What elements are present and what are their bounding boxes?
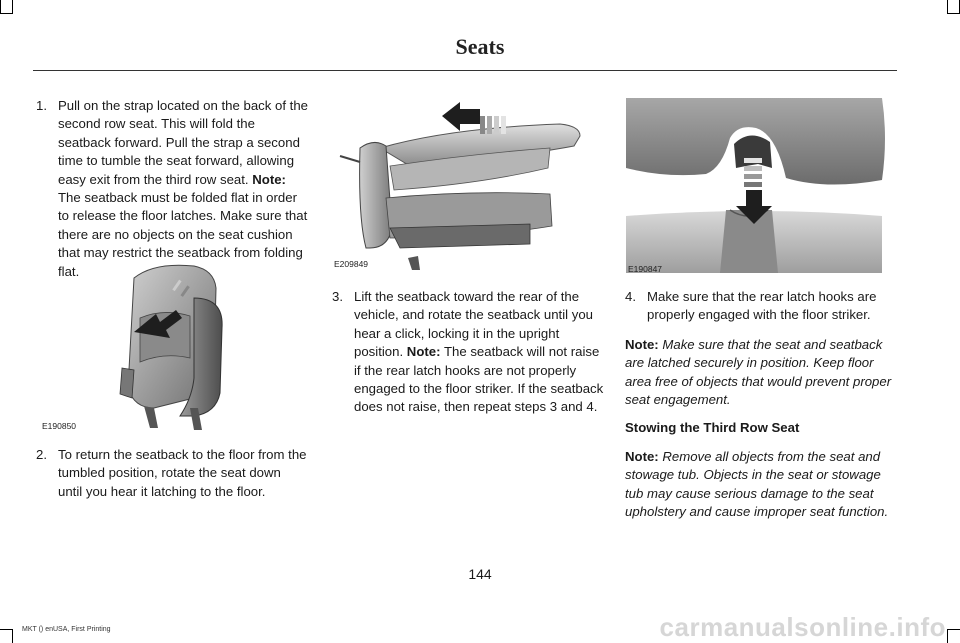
crop-mark [12,0,13,14]
note-label: Note: [406,344,441,360]
step-number: 4. [625,289,636,304]
crop-mark [12,629,13,643]
figure-id: E190850 [42,421,77,431]
note-text: The seatback will not raise if the rear latch hooks are not properly engaged to the floor striker. If the seatback does not raise, then repeat steps 3 and 4. [354,344,604,415]
column-left [36,97,308,281]
note-label: Note: [625,336,659,352]
crop-mark [0,629,13,630]
step-3 [332,288,604,417]
step-number: 3. [332,289,343,304]
step-body [58,97,308,281]
figure-id: E209849 [334,259,369,269]
crop-mark [947,13,960,14]
step-number: 1. [36,98,47,113]
section-heading: Stowing the Third Row Seat [625,420,800,436]
page-title: Seats [455,34,505,59]
crop-mark [0,0,1,14]
step-1 [36,97,308,281]
step-body [354,288,604,417]
page-number: 144 [468,566,492,582]
step-text: To return the seatback to the floor from the tumbled position, rotate the seat down until you hear it latching to the floor. [58,447,307,499]
column-middle [332,288,604,417]
crop-mark [0,13,13,14]
crop-mark [947,629,948,643]
figure-id: E190847 [628,264,663,274]
note-label: Note: [252,171,286,187]
figure-seat-tumbled [42,258,244,433]
latch-hook-illustration [626,98,898,273]
column-right [625,288,897,521]
figure-seat-side [330,98,610,273]
step-2 [36,446,308,501]
step-text: Lift the seatback toward the rear of the vehicle, and rotate the seatback until you hear a click, locking it in the upright position. [354,289,593,360]
note-text: Make sure that the seat and seatback are latched securely in position. Keep floor area free of objects that would prevent proper seat engagement. [625,336,892,408]
note-text: Remove all objects from the seat and stowage tub. Objects in the seat or stowage tub may cause serious damage to the seat upholstery and cause improper seat function. [625,448,889,520]
crop-mark [947,0,948,14]
seat-tumbled-illustration [94,258,244,433]
note-paragraph [625,448,897,522]
step-4 [625,288,897,325]
step-text: Pull on the strap located on the back of the second row seat. This will fold the seatback forward. Pull the strap a second time to tumble the seat forward, allowing easy exit from the third row seat. [58,98,308,187]
footer-text: MKT () enUSA, First Printing [22,626,111,633]
note-label: Note: [625,448,659,464]
note-text: The seatback must be folded flat in order to release the floor latches. Make sure that there are no objects on the seat cushion that may restrict the seatback from folding flat. [58,190,308,279]
column-left-lower [36,446,308,501]
step-text: Make sure that the rear latch hooks are properly engaged with the floor striker. [647,289,877,323]
watermark: carmanualsonline.info [659,612,946,642]
note-paragraph [625,336,897,410]
header-divider [33,70,897,71]
seat-side-illustration [330,98,610,273]
crop-mark [947,629,960,630]
figure-latch-hook [626,98,898,273]
step-number: 2. [36,447,47,462]
